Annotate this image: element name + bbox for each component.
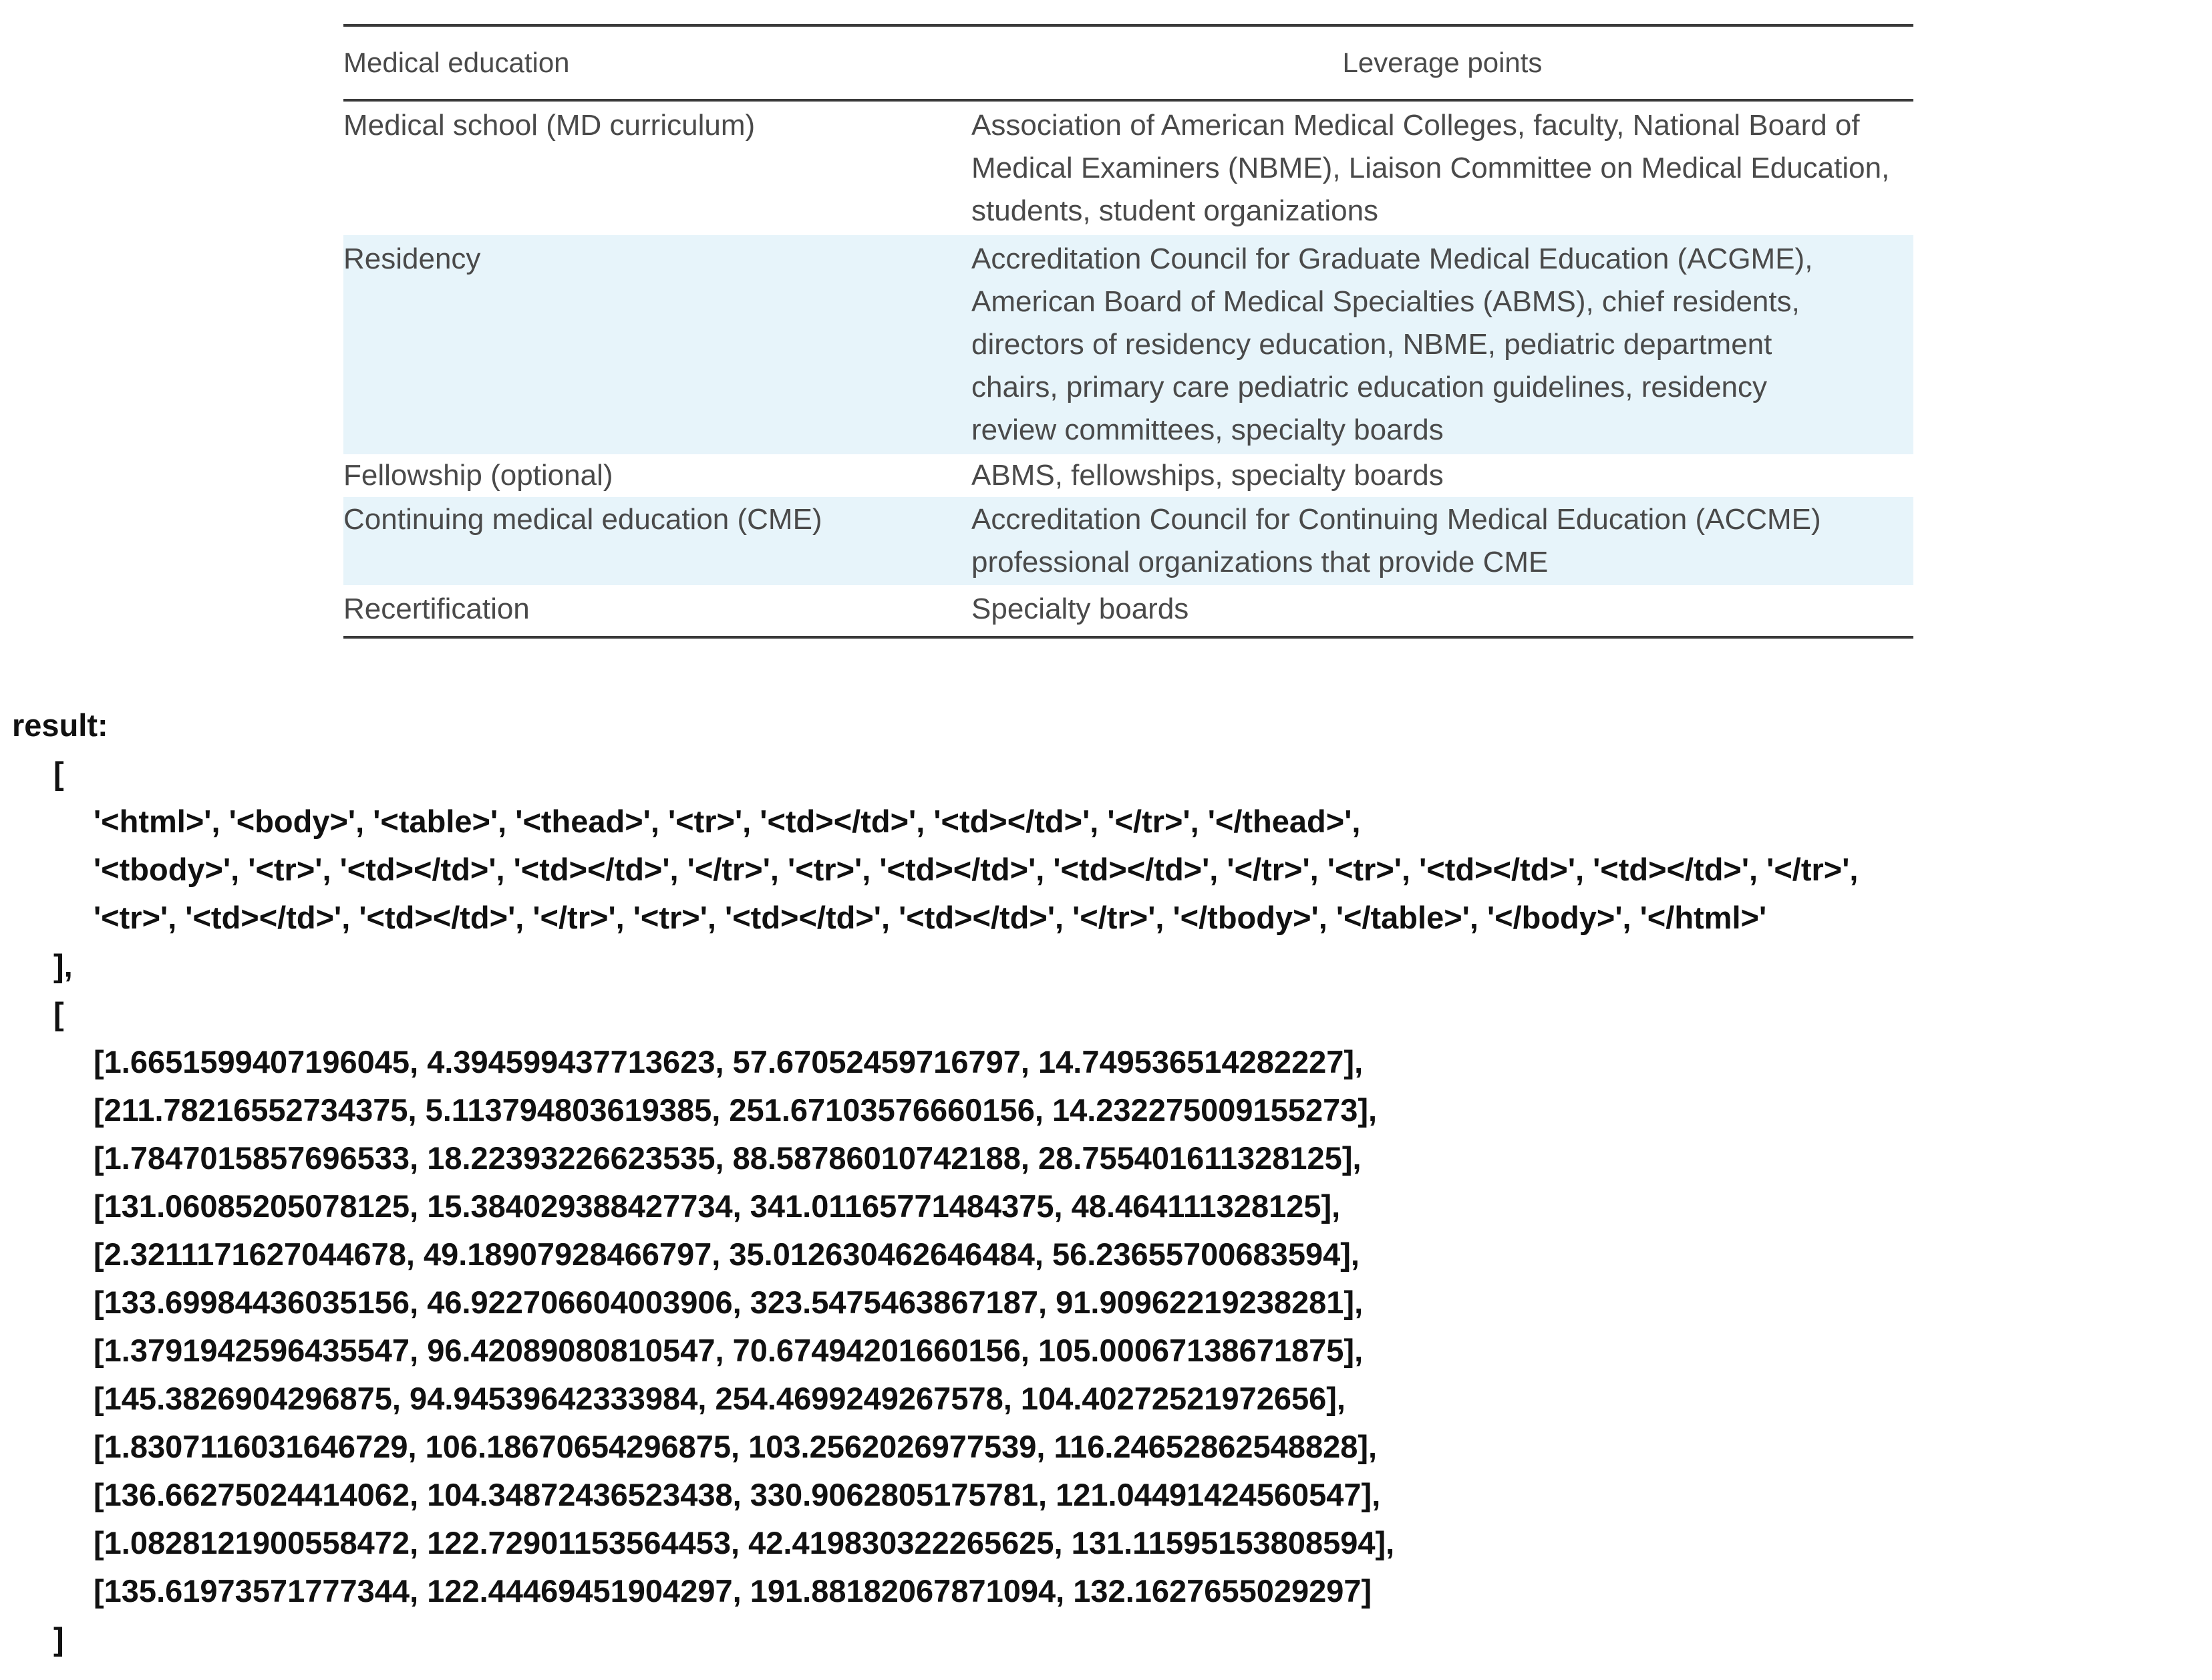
table-row	[343, 235, 1913, 454]
row-leverage-cell	[971, 104, 1913, 232]
table-row	[343, 102, 1913, 235]
table-row	[343, 585, 1913, 636]
bbox-line: [133.69984436035156, 46.922706604003906, 323.5475463867187, 91.90962219238281],	[94, 1285, 1364, 1320]
bbox-line: [1.7847015857696533, 18.22393226623535, 88.58786010742188, 28.755401611328125],	[94, 1140, 1362, 1176]
row-stage-cell: Residency	[343, 242, 481, 275]
token-line: '<html>', '<body>', '<table>', '<thead>', '<tr>', '<td></td>', '<td></td>', '</tr>', '</thead>',	[94, 804, 1361, 839]
result-output	[12, 701, 1858, 1663]
result-label: result:	[12, 707, 108, 743]
cell-line: Accreditation Council for Graduate Medical Education (ACGME),	[971, 242, 1813, 275]
table-header-row	[343, 27, 1913, 99]
bbox-coordinate-list	[12, 1038, 1858, 1615]
row-leverage-cell	[971, 238, 1913, 452]
bbox-line: [131.06085205078125, 15.384029388427734, 341.01165771484375, 48.464111328125],	[94, 1188, 1341, 1224]
close-bracket: ]	[53, 1621, 64, 1657]
row-leverage-cell	[971, 588, 1913, 631]
leverage-points-table	[343, 24, 1913, 639]
row-stage-cell: Fellowship (optional)	[343, 459, 613, 492]
table-bottom-rule	[343, 636, 1913, 639]
cell-line: American Board of Medical Specialties (ABMS), chief residents,	[971, 285, 1800, 318]
bbox-line: [1.8307116031646729, 106.18670654296875, 103.2562026977539, 116.24652862548828],	[94, 1429, 1378, 1464]
cell-line: chairs, primary care pediatric education guidelines, residency	[971, 371, 1768, 403]
row-leverage-cell	[971, 454, 1913, 497]
cell-line: Specialty boards	[971, 593, 1189, 625]
open-bracket: [	[53, 755, 64, 791]
row-stage-cell: Recertification	[343, 593, 530, 625]
table-body	[343, 102, 1913, 636]
open-bracket-2: [	[53, 996, 64, 1031]
row-stage-cell: Medical school (MD curriculum)	[343, 109, 756, 142]
token-line: '<tr>', '<td></td>', '<td></td>', '</tr>', '<tr>', '<td></td>', '<td></td>', '</tr>', '</tbody>', '</table>', '</body>', '</html>'	[94, 900, 1767, 935]
bbox-line: [2.3211171627044678, 49.18907928466797, 35.012630462646484, 56.23655700683594],	[94, 1236, 1360, 1272]
structure-token-list	[12, 798, 1858, 942]
cell-line: review committees, specialty boards	[971, 413, 1444, 446]
bbox-line: [1.6651599407196045, 4.394599437713623, 57.67052459716797, 14.749536514282227],	[94, 1044, 1364, 1079]
table-row	[343, 497, 1913, 585]
close-bracket-comma: ],	[53, 948, 73, 983]
row-leverage-cell	[971, 498, 1913, 584]
bbox-line: [136.66275024414062, 104.34872436523438, 330.9062805175781, 121.04491424560547],	[94, 1477, 1381, 1512]
bbox-line: [211.78216552734375, 5.113794803619385, 251.67103576660156, 14.232275009155273],	[94, 1092, 1378, 1128]
cell-line: ABMS, fellowships, specialty boards	[971, 459, 1444, 492]
table-row	[343, 454, 1913, 497]
cell-line: students, student organizations	[971, 194, 1379, 227]
cell-line: Association of American Medical Colleges, faculty, National Board of	[971, 109, 1860, 142]
bbox-line: [1.3791942596435547, 96.42089080810547, 70.67494201660156, 105.00067138671875],	[94, 1333, 1364, 1368]
header-leverage-points: Leverage points	[1342, 47, 1543, 78]
cell-line: professional organizations that provide CME	[971, 546, 1549, 578]
bbox-line: [145.3826904296875, 94.94539642333984, 254.4699249267578, 104.40272521972656],	[94, 1381, 1346, 1416]
row-stage-cell: Continuing medical education (CME)	[343, 503, 822, 536]
cell-line: Medical Examiners (NBME), Liaison Committee on Medical Education,	[971, 152, 1890, 184]
bbox-line: [135.61973571777344, 122.44469451904297, 191.88182067871094, 132.1627655029297]	[94, 1573, 1372, 1609]
header-medical-education: Medical education	[343, 47, 570, 78]
cell-line: directors of residency education, NBME, pediatric department	[971, 328, 1772, 361]
cell-line: Accreditation Council for Continuing Medical Education (ACCME)	[971, 503, 1821, 536]
token-line: '<tbody>', '<tr>', '<td></td>', '<td></td>', '</tr>', '<tr>', '<td></td>', '<td></td>', '</tr>', '<tr>', '<td></td>', '<td></td>', '</tr>',	[94, 852, 1859, 887]
bbox-line: [1.0828121900558472, 122.72901153564453, 42.419830322265625, 131.11595153808594],	[94, 1525, 1395, 1560]
